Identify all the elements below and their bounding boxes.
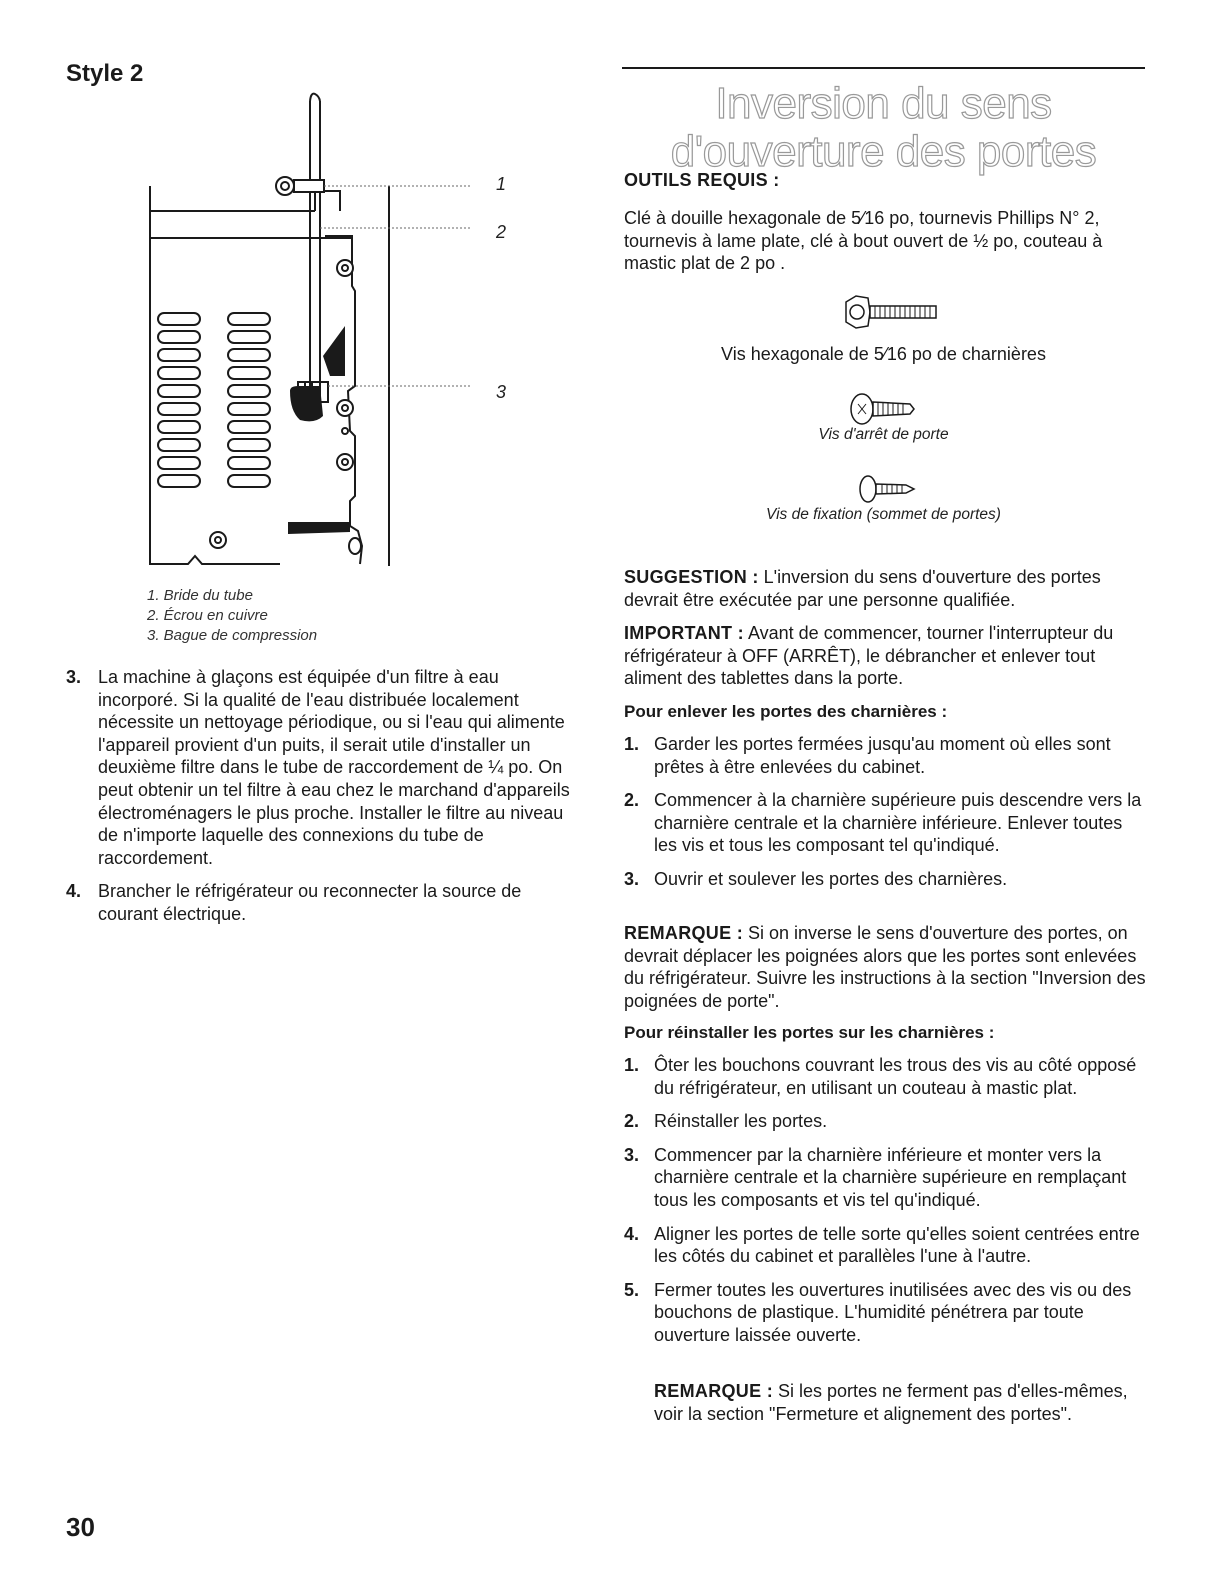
list-item [624, 1144, 1149, 1212]
list-item [624, 1279, 1149, 1347]
list-item [624, 1054, 1149, 1099]
remarque2-text: Si les portes ne ferment pas d'elles-mêmes, voir la section "Fermeture et alignement des portes". [654, 1381, 1128, 1424]
list-item [624, 868, 1149, 891]
suggestion-text: L'inversion du sens d'ouverture des portes devrait être exécutée par une personne qualifiée. [624, 567, 1101, 610]
step-text: Brancher le réfrigérateur ou reconnecter la source de courant électrique. [98, 881, 522, 924]
left-steps-list [66, 666, 578, 937]
figure-number-1: 1 [496, 174, 507, 194]
remarque-note-2 [654, 1380, 1146, 1425]
step-text: Réinstaller les portes. [654, 1111, 828, 1132]
step-text: La machine à glaçons est équipée d'un filtre à eau incorporé. Si la qualité de l'eau distribuée localement nécessite un nettoyage périodique, ou si l'eau qui alimente l'appareil provient d'un puits, il serait utile d'installer un deuxième filtre dans le tube de raccordement de ¼ po. On peut obtenir un tel filtre à eau chez le marchand d'appareils électroménagers le plus proche. Installer le filtre au niveau de n'importe laquelle des connexions du tube de raccordement. [98, 667, 570, 868]
important-label: IMPORTANT : [624, 623, 744, 643]
list-item [624, 789, 1149, 857]
step-text: Fermer toutes les ouvertures inutilisées avec des vis ou des bouchons de plastique. L'humidité pénétrera par toute ouverture laissée ouverte. [654, 1279, 1132, 1345]
remove-doors-heading: Pour enlever les portes des charnières : [624, 702, 948, 721]
step-number: 4. [66, 881, 82, 902]
step-text: Commencer à la charnière supérieure puis descendre vers la charnière centrale et la charnière inférieure. Enlever toutes les vis et tous les composant tel qu'indiqué. [654, 790, 1142, 856]
list-item [624, 733, 1149, 778]
caption-item: 2. Écrou en cuivre [147, 607, 268, 624]
important-text: Avant de commencer, tourner l'interrupteur du réfrigérateur à OFF (ARRÊT), le débrancher et enlever tout aliment des tablettes dans la porte. [624, 623, 1114, 689]
remarque-text: Si on inverse le sens d'ouverture des portes, on devrait déplacer les poignées alors que les portes sont enlevées du réfrigérateur. Suivre les instructions à la section "Inversion des poignées de porte". [624, 923, 1146, 1011]
step-text: Aligner les portes de telle sorte qu'elles soient centrées entre les côtés du cabinet et parallèles l'une à l'autre. [654, 1223, 1140, 1267]
hex-screw-icon [842, 294, 942, 330]
style-label: Style 2 [66, 60, 144, 87]
tools-heading: OUTILS REQUIS : [624, 170, 780, 190]
step-number: 4. [624, 1223, 640, 1244]
caption-item: 3. Bague de compression [147, 627, 318, 644]
step-text: Ôter les bouchons couvrant les trous des vis au côté opposé du réfrigérateur, en utilisant un couteau à mastic plat. [654, 1055, 1137, 1098]
hex-screw-caption: Vis hexagonale de 5⁄16 po de charnières [721, 344, 1046, 364]
remarque2-label: REMARQUE : [654, 1381, 773, 1401]
section-rule [622, 67, 1145, 69]
suggestion-label: SUGGESTION : [624, 567, 759, 587]
figure-number-3: 3 [496, 382, 507, 402]
step-number: 1. [624, 734, 640, 754]
tools-text: Clé à douille hexagonale de 5⁄16 po, tournevis Phillips N° 2, tournevis à lame plate, clé à bout ouvert de ½ po, couteau à mastic plat de 2 po . [624, 208, 1103, 273]
step-number: 3. [66, 667, 82, 687]
page-number: 30 [66, 1512, 95, 1542]
important-paragraph [624, 622, 1149, 690]
reinstall-doors-heading: Pour réinstaller les portes sur les charnières : [624, 1023, 995, 1042]
list-item [66, 880, 578, 925]
step-number: 1. [624, 1055, 640, 1075]
section-title: Inversion du sens d'ouverture des portes [670, 79, 1097, 176]
door-stop-screw-icon [848, 392, 918, 426]
step-number: 3. [624, 868, 640, 889]
step-number: 3. [624, 1144, 640, 1165]
figure-captions [147, 586, 487, 646]
step-number: 2. [624, 790, 640, 811]
remarque-paragraph [624, 922, 1149, 1012]
step-number: 5. [624, 1279, 640, 1300]
remarque-label: REMARQUE : [624, 923, 743, 943]
caption-item: 1. Bride du tube [147, 587, 253, 604]
reinstall-steps-list [624, 1054, 1149, 1358]
step-text: Garder les portes fermées jusqu'au moment où elles sont prêtes à être enlevées du cabinet. [654, 734, 1111, 777]
water-line-connection-diagram [140, 86, 520, 576]
list-item [66, 666, 578, 869]
step-number: 2. [624, 1111, 640, 1132]
suggestion-paragraph [624, 566, 1149, 611]
mounting-screw-icon [858, 474, 918, 504]
list-item [624, 1223, 1149, 1268]
remove-steps-list [624, 733, 1149, 902]
mounting-screw-caption: Vis de fixation (sommet de portes) [766, 506, 1001, 523]
list-item [624, 1110, 1149, 1133]
door-stop-screw-caption: Vis d'arrêt de porte [818, 426, 949, 443]
step-text: Ouvrir et soulever les portes des charnières. [654, 868, 1008, 889]
step-text: Commencer par la charnière inférieure et monter vers la charnière centrale et la charnière supérieure en remplaçant tous les composants et vis tel qu'indiqué. [654, 1144, 1127, 1210]
figure-number-2: 2 [496, 222, 507, 242]
